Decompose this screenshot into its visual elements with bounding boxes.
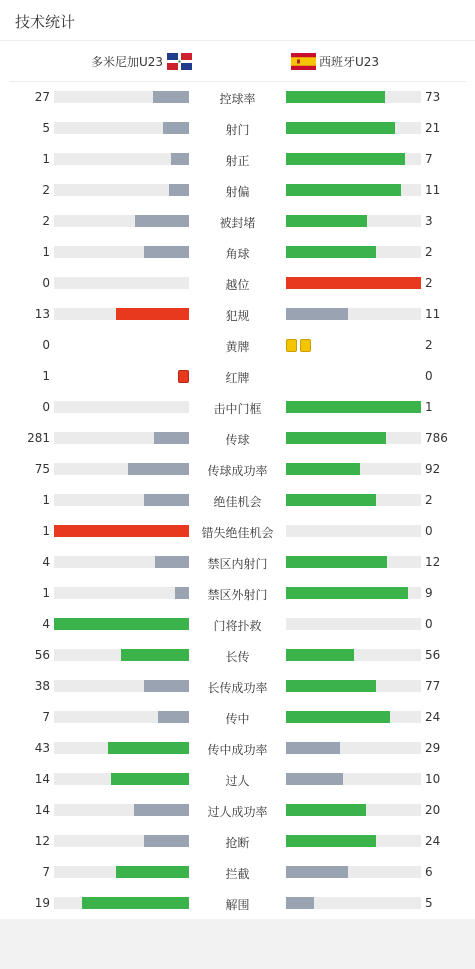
home-stat-bar-fill — [175, 587, 189, 599]
away-stat-bar — [286, 432, 421, 444]
stat-row — [0, 702, 475, 733]
stat-row — [0, 764, 475, 795]
away-stat-bar-fill — [286, 556, 387, 568]
stat-label: 被封堵 — [219, 216, 256, 230]
home-stat-bar-fill — [111, 773, 189, 785]
away-stat-value: 9 — [425, 586, 433, 600]
away-stat-value: 1 — [425, 400, 433, 414]
away-stat-bar-fill — [286, 401, 421, 413]
home-stat-bar — [54, 91, 189, 103]
home-stat-value: 12 — [34, 834, 50, 848]
dominican-republic-flag-icon — [167, 53, 192, 70]
home-stat-value: 2 — [42, 183, 50, 197]
stat-row — [0, 392, 475, 423]
away-stat-bar — [286, 122, 421, 134]
home-stat-value: 7 — [42, 865, 50, 879]
stat-label: 过人 — [225, 774, 250, 788]
home-stat-value: 2 — [42, 214, 50, 228]
home-team-name: 多米尼加U23 — [90, 55, 163, 69]
home-stat-bar — [54, 897, 189, 909]
away-stat-bar — [286, 649, 421, 661]
away-stat-bar — [286, 246, 421, 258]
stat-row — [0, 795, 475, 826]
stat-label: 禁区内射门 — [207, 557, 268, 571]
home-stat-bar — [54, 742, 189, 754]
away-stat-bar-fill — [286, 742, 340, 754]
home-stat-bar — [54, 153, 189, 165]
away-stat-bar-fill — [286, 897, 314, 909]
section-title: 技术统计 — [0, 0, 475, 41]
home-stat-value: 1 — [42, 152, 50, 166]
home-stat-bar — [54, 277, 189, 289]
home-stat-bar — [54, 866, 189, 878]
away-stat-bar — [286, 804, 421, 816]
away-stat-bar-fill — [286, 308, 348, 320]
stat-row — [0, 609, 475, 640]
stat-label: 越位 — [225, 278, 250, 292]
stat-row — [0, 547, 475, 578]
away-team-name: 西班牙U23 — [319, 55, 380, 69]
away-stat-value: 73 — [425, 90, 441, 104]
stat-label: 拦截 — [225, 867, 250, 881]
home-stat-bar-fill — [144, 680, 189, 692]
home-team[interactable] — [91, 53, 192, 70]
away-stat-value: 5 — [425, 896, 433, 910]
spain-flag-icon — [291, 53, 316, 70]
home-stat-bar — [54, 308, 189, 320]
home-stat-bar — [54, 525, 189, 537]
stat-label: 长传成功率 — [207, 681, 268, 695]
away-stat-value: 2 — [425, 493, 433, 507]
away-stat-value: 6 — [425, 865, 433, 879]
home-stat-value: 4 — [42, 617, 50, 631]
stat-label: 传中 — [225, 712, 250, 726]
away-stat-bar-fill — [286, 773, 343, 785]
away-stat-value: 3 — [425, 214, 433, 228]
away-stat-bar — [286, 711, 421, 723]
away-stat-bar — [286, 463, 421, 475]
away-stat-bar — [286, 556, 421, 568]
home-stat-bar-fill — [54, 618, 189, 630]
away-cards — [286, 339, 311, 352]
home-stat-bar-fill — [144, 246, 189, 258]
yellow-card-icon — [300, 339, 311, 352]
stat-label: 传球 — [225, 433, 250, 447]
stat-row — [0, 888, 475, 919]
home-stat-value: 1 — [42, 493, 50, 507]
away-stat-bar-fill — [286, 215, 367, 227]
home-stat-bar-fill — [144, 835, 189, 847]
stat-label: 红牌 — [225, 371, 250, 385]
home-stat-value: 5 — [42, 121, 50, 135]
stat-row — [0, 82, 475, 113]
stat-row — [0, 237, 475, 268]
home-stat-bar — [54, 184, 189, 196]
away-stat-bar — [286, 897, 421, 909]
away-stat-value: 11 — [425, 183, 441, 197]
home-stat-bar — [54, 711, 189, 723]
away-stat-bar-fill — [286, 91, 385, 103]
home-stat-bar-fill — [153, 91, 189, 103]
stat-row — [0, 671, 475, 702]
away-stat-value: 20 — [425, 803, 441, 817]
stat-row — [0, 175, 475, 206]
away-stat-value: 0 — [425, 617, 433, 631]
stat-label: 射门 — [225, 123, 250, 137]
home-stat-bar — [54, 122, 189, 134]
away-stat-bar-fill — [286, 649, 354, 661]
away-stat-bar — [286, 277, 421, 289]
away-stat-bar — [286, 525, 421, 537]
home-stat-bar-fill — [116, 308, 189, 320]
away-stat-value: 2 — [425, 245, 433, 259]
home-stat-value: 43 — [34, 741, 50, 755]
home-stat-value: 1 — [42, 245, 50, 259]
home-stat-bar — [54, 773, 189, 785]
away-stat-bar — [286, 153, 421, 165]
home-stat-bar — [54, 556, 189, 568]
home-stat-bar — [54, 246, 189, 258]
home-stat-bar-fill — [108, 742, 189, 754]
away-stat-bar-fill — [286, 432, 386, 444]
home-stat-bar-fill — [144, 494, 189, 506]
stat-label: 击中门框 — [213, 402, 262, 416]
stat-label: 传球成功率 — [207, 464, 268, 478]
away-stat-value: 0 — [425, 369, 433, 383]
home-stat-bar-fill — [121, 649, 189, 661]
away-stat-value: 2 — [425, 338, 433, 352]
stat-row — [0, 733, 475, 764]
yellow-card-icon — [286, 339, 297, 352]
away-stat-bar — [286, 587, 421, 599]
away-stat-bar — [286, 866, 421, 878]
away-stat-value: 0 — [425, 524, 433, 538]
home-stat-value: 0 — [42, 338, 50, 352]
away-stat-bar-fill — [286, 711, 390, 723]
away-stat-bar — [286, 215, 421, 227]
away-stat-bar-fill — [286, 153, 405, 165]
away-stat-bar-fill — [286, 246, 376, 258]
stat-label: 禁区外射门 — [207, 588, 268, 602]
away-stat-bar — [286, 184, 421, 196]
home-stat-bar-fill — [134, 804, 189, 816]
away-stat-value: 24 — [425, 834, 441, 848]
stat-label: 门将扑救 — [213, 619, 262, 633]
away-stat-bar — [286, 618, 421, 630]
home-stat-bar-fill — [154, 432, 189, 444]
home-stat-value: 14 — [34, 772, 50, 786]
stat-label: 抢断 — [225, 836, 250, 850]
away-team[interactable] — [291, 53, 379, 70]
home-stat-bar-fill — [155, 556, 189, 568]
away-stat-value: 24 — [425, 710, 441, 724]
home-stat-value: 1 — [42, 524, 50, 538]
stat-row — [0, 206, 475, 237]
stat-row — [0, 423, 475, 454]
home-stat-bar — [54, 618, 189, 630]
away-stat-bar-fill — [286, 866, 348, 878]
away-stat-bar-fill — [286, 122, 395, 134]
away-stat-value: 11 — [425, 307, 441, 321]
away-stat-bar-fill — [286, 463, 360, 475]
stat-row — [0, 516, 475, 547]
away-stat-value: 10 — [425, 772, 441, 786]
stats-list — [0, 82, 475, 919]
stat-row — [0, 454, 475, 485]
away-stat-value: 2 — [425, 276, 433, 290]
away-stat-value: 77 — [425, 679, 441, 693]
home-stat-bar — [54, 649, 189, 661]
stat-row — [0, 857, 475, 888]
home-stat-bar-fill — [82, 897, 189, 909]
home-stat-value: 0 — [42, 276, 50, 290]
stat-row — [0, 826, 475, 857]
away-stat-value: 56 — [425, 648, 441, 662]
stat-label: 黄牌 — [225, 340, 250, 354]
stat-row — [0, 578, 475, 609]
home-stat-bar-fill — [163, 122, 189, 134]
home-stat-bar-fill — [158, 711, 189, 723]
away-stat-bar — [286, 91, 421, 103]
away-stat-bar-fill — [286, 494, 376, 506]
stat-label: 绝佳机会 — [213, 495, 262, 509]
home-stat-bar-fill — [169, 184, 189, 196]
home-cards — [178, 370, 189, 383]
home-stat-bar-fill — [116, 866, 189, 878]
away-stat-value: 29 — [425, 741, 441, 755]
teams-header — [9, 41, 466, 82]
stat-label: 角球 — [225, 247, 250, 261]
stat-label: 犯规 — [225, 309, 250, 323]
stat-label: 传中成功率 — [207, 743, 268, 757]
stat-row — [0, 330, 475, 361]
home-stat-value: 1 — [42, 586, 50, 600]
home-stat-bar — [54, 587, 189, 599]
stat-label: 射偏 — [225, 185, 250, 199]
away-stat-value: 7 — [425, 152, 433, 166]
stat-row — [0, 144, 475, 175]
home-stat-value: 56 — [34, 648, 50, 662]
home-stat-bar-fill — [135, 215, 189, 227]
home-stat-value: 75 — [34, 462, 50, 476]
stat-row — [0, 485, 475, 516]
stat-label: 错失绝佳机会 — [201, 526, 274, 540]
away-stat-bar-fill — [286, 587, 408, 599]
away-stat-bar — [286, 494, 421, 506]
stat-row — [0, 113, 475, 144]
home-stat-value: 38 — [34, 679, 50, 693]
stat-label: 解围 — [225, 898, 250, 912]
away-stat-value: 12 — [425, 555, 441, 569]
away-stat-bar — [286, 680, 421, 692]
stat-label: 过人成功率 — [207, 805, 268, 819]
home-stat-value: 14 — [34, 803, 50, 817]
stat-label: 射正 — [225, 154, 250, 168]
home-stat-bar-fill — [128, 463, 189, 475]
home-stat-bar-fill — [54, 525, 189, 537]
home-stat-bar — [54, 215, 189, 227]
away-stat-bar — [286, 835, 421, 847]
home-stat-bar — [54, 804, 189, 816]
away-stat-bar — [286, 308, 421, 320]
stat-row — [0, 361, 475, 392]
away-stat-bar-fill — [286, 277, 421, 289]
home-stat-value: 1 — [42, 369, 50, 383]
home-stat-value: 4 — [42, 555, 50, 569]
home-stat-bar — [54, 463, 189, 475]
home-stat-value: 7 — [42, 710, 50, 724]
red-card-icon — [178, 370, 189, 383]
away-stat-bar — [286, 742, 421, 754]
away-stat-value: 21 — [425, 121, 441, 135]
away-stat-bar-fill — [286, 184, 401, 196]
away-stat-value: 786 — [425, 431, 448, 445]
home-stat-value: 19 — [34, 896, 50, 910]
home-stat-bar — [54, 835, 189, 847]
away-stat-bar — [286, 401, 421, 413]
stat-label: 控球率 — [219, 92, 256, 106]
home-stat-value: 27 — [34, 90, 50, 104]
stat-row — [0, 268, 475, 299]
home-stat-value: 0 — [42, 400, 50, 414]
stat-label: 长传 — [225, 650, 250, 664]
home-stat-value: 13 — [34, 307, 50, 321]
away-stat-bar — [286, 773, 421, 785]
home-stat-value: 281 — [27, 431, 50, 445]
home-stat-bar — [54, 680, 189, 692]
away-stat-bar-fill — [286, 835, 376, 847]
home-stat-bar — [54, 432, 189, 444]
away-stat-value: 92 — [425, 462, 441, 476]
home-stat-bar-fill — [171, 153, 189, 165]
home-stat-bar — [54, 401, 189, 413]
away-stat-bar-fill — [286, 804, 366, 816]
home-stat-bar — [54, 494, 189, 506]
stat-row — [0, 299, 475, 330]
stat-row — [0, 640, 475, 671]
away-stat-bar-fill — [286, 680, 376, 692]
